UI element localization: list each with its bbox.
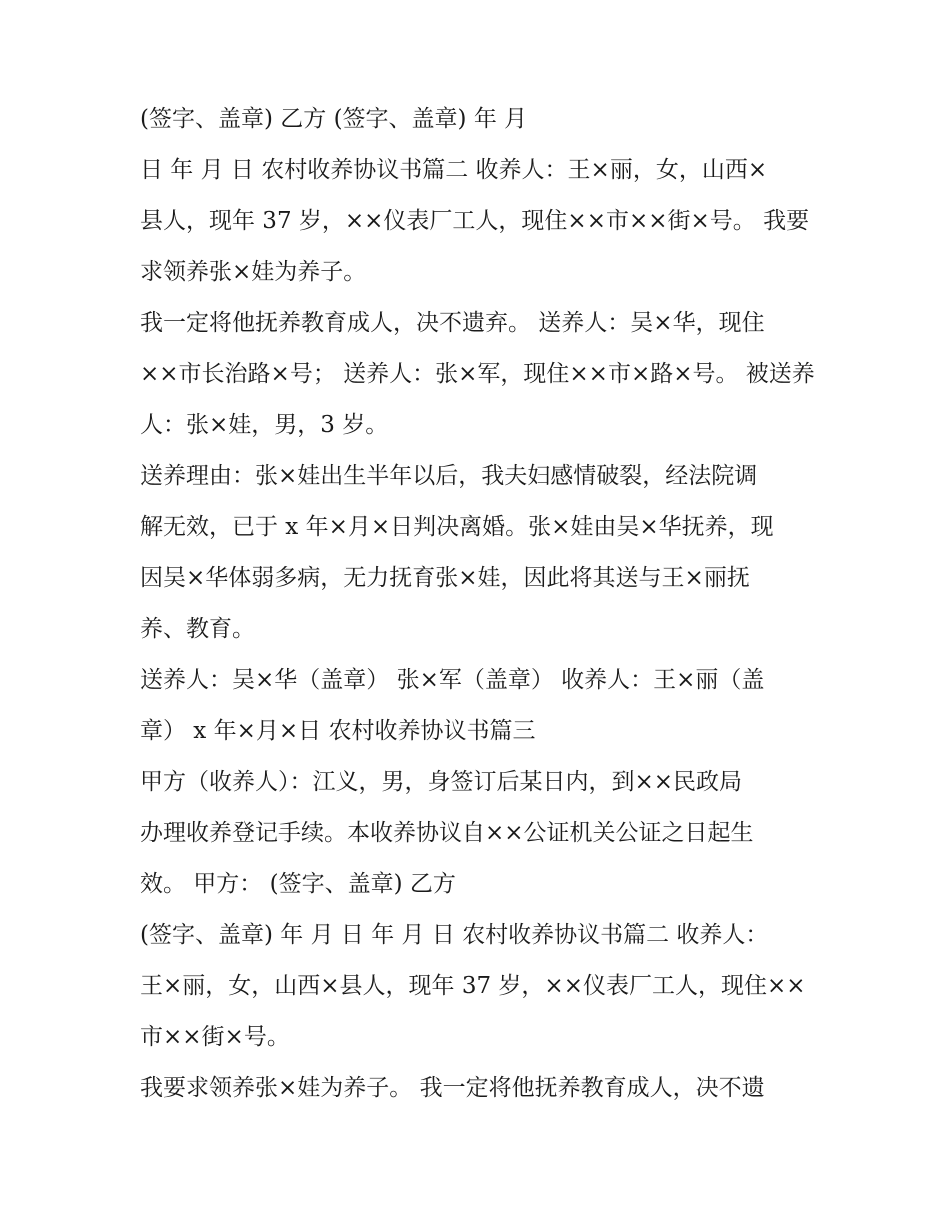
text-line-10: 因吴×华体弱多病，无力抚育张×娃，因此将其送与王×丽抚: [140, 565, 750, 591]
text-line-16: 效。 甲方： (签字、盖章) 乙方: [140, 871, 456, 897]
text-line-15: 办理收养登记手续。本收养协议自××公证机关公证之日起生: [140, 820, 754, 846]
text-line-13: 章） x 年×月×日 农村收养协议书篇三: [140, 718, 536, 744]
text-line-11: 养、教育。: [140, 616, 255, 642]
text-line-2: 日 年 月 日 农村收养协议书篇二 收养人：王×丽，女，山西×: [140, 157, 768, 183]
text-line-8: 送养理由：张×娃出生半年以后，我夫妇感情破裂，经法院调: [140, 463, 758, 489]
text-line-9: 解无效，已于 x 年×月×日判决离婚。张×娃由吴×华抚养，现: [140, 514, 774, 540]
text-line-1: (签字、盖章) 乙方 (签字、盖章) 年 月: [140, 106, 528, 132]
text-line-20: 我要求领养张×娃为养子。 我一定将他抚养教育成人，决不遗: [140, 1075, 765, 1101]
text-line-18: 王×丽，女，山西×县人，现年 37 岁，××仪表厂工人，现住××: [140, 973, 806, 999]
text-line-7: 人：张×娃，男，3 岁。: [140, 412, 389, 438]
text-line-19: 市××街×号。: [140, 1024, 290, 1050]
text-line-17: (签字、盖章) 年 月 日 年 月 日 农村收养协议书篇二 收养人：: [140, 922, 769, 948]
text-line-4: 求领养张×娃为养子。: [140, 259, 367, 285]
text-line-12: 送养人：吴×华（盖章） 张×军（盖章） 收养人：王×丽（盖: [140, 667, 765, 693]
text-line-6: ××市长治路×号； 送养人：张×军，现住××市×路×号。 被送养: [140, 361, 815, 387]
text-line-5: 我一定将他抚养教育成人，决不遗弃。 送养人：吴×华，现住: [140, 310, 765, 336]
text-line-14: 甲方（收养人）：江义，男，身签订后某日内，到××民政局: [140, 769, 743, 795]
text-line-3: 县人，现年 37 岁，××仪表厂工人，现住××市××街×号。 我要: [140, 208, 810, 234]
